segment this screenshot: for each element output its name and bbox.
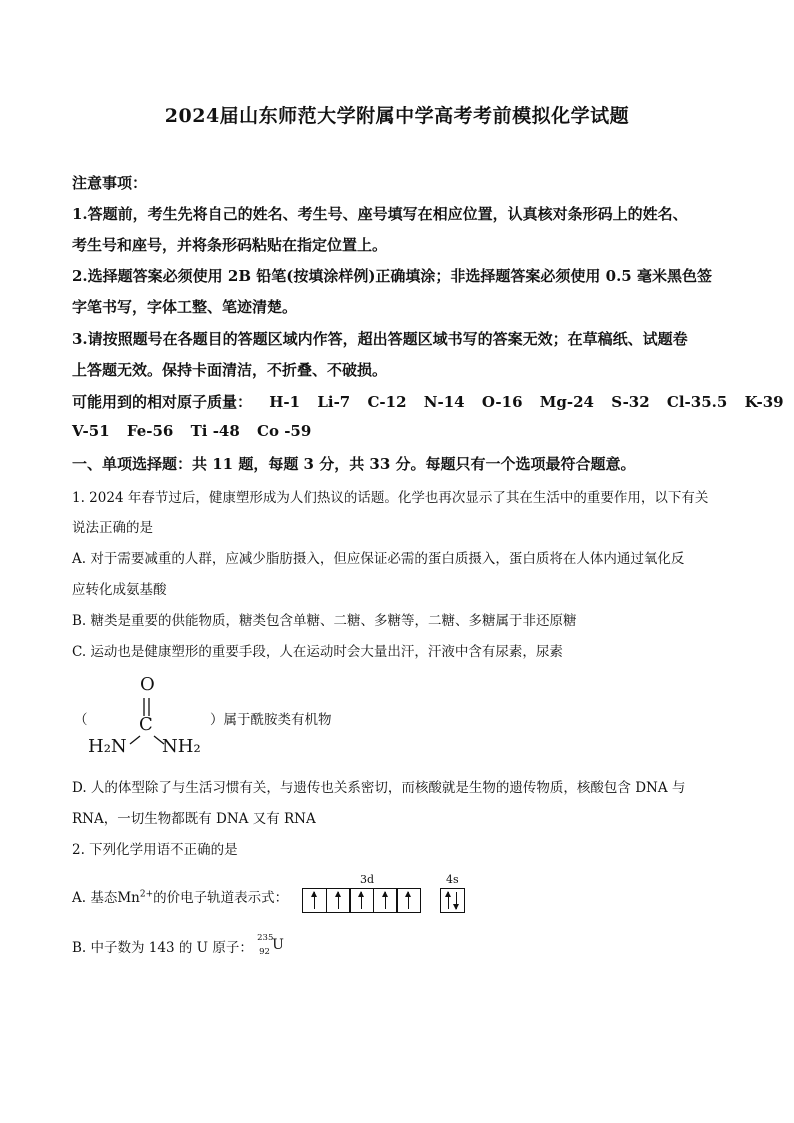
spin-up-arrow-icon <box>361 892 362 909</box>
orbital-box <box>302 888 327 913</box>
q1-stem-line2: 说法正确的是 <box>72 520 153 536</box>
nuclide-atomic-number: 92 <box>259 947 270 957</box>
notice-item2-line2: 字笔书写，字体工整、笔迹清楚。 <box>72 298 298 316</box>
urea-carbon: C <box>139 714 153 735</box>
orbital-box <box>440 888 465 913</box>
atomic-mass-label: 可能用到的相对原子质量： <box>72 393 253 411</box>
spin-up-arrow-icon <box>408 892 409 909</box>
q1-option-c-open-paren: （ <box>74 712 88 728</box>
q1-option-d-line2: RNA，一切生物都既有 DNA 又有 RNA <box>72 811 316 827</box>
spin-up-arrow-icon <box>338 892 339 909</box>
mass-item: C-12 <box>367 393 407 411</box>
mass-item: Fe-56 <box>126 422 174 440</box>
q2-option-b <box>72 933 284 957</box>
page-title: 2024届山东师范大学附属中学高考考前模拟化学试题 <box>164 105 630 127</box>
urea-right-amine: NH₂ <box>162 736 201 757</box>
urea-structure <box>88 674 213 764</box>
q1-option-c-close: ）属于酰胺类有机物 <box>210 712 332 728</box>
mn-symbol: Mn <box>117 890 140 906</box>
nuclide-symbol: U <box>272 937 284 953</box>
mass-item: K-39 <box>744 393 784 411</box>
orbital-box <box>326 888 351 913</box>
spin-up-arrow-icon <box>448 892 449 909</box>
mass-item: O-16 <box>481 393 523 411</box>
orbital-box <box>396 888 421 913</box>
notice-item1-line2: 考生号和座号，并将条形码粘贴在指定位置上。 <box>72 236 388 254</box>
notice-item3-line2: 上答题无效。保持卡面清洁，不折叠、不破损。 <box>72 361 388 379</box>
section-heading: 一、单项选择题：共 11 题，每题 3 分，共 33 分。每题只有一个选项最符合题意。 <box>72 455 636 473</box>
q1-option-b: B. 糖类是重要的供能物质，糖类包含单糖、二糖、多糖等，二糖、多糖属于非还原糖 <box>72 613 577 629</box>
notice-item1-line1: 1.答题前，考生先将自己的姓名、考生号、座号填写在相应位置，认真核对条形码上的姓名、 <box>72 205 688 223</box>
orbital-3d-boxes <box>302 888 421 913</box>
q1-option-d-line1: D. 人的体型除了与生活习惯有关，与遗传也关系密切，而核酸就是生物的遗传物质，核酸包含 DNA 与 <box>72 780 686 796</box>
mass-item: N-14 <box>423 393 465 411</box>
q2-option-b-prefix: B. 中子数为 143 的 U 原子： <box>72 940 253 956</box>
mass-item: Li-7 <box>317 393 351 411</box>
orbital-box <box>349 888 374 913</box>
mn-charge: 2+ <box>139 889 154 900</box>
orbital-3d-label: 3d <box>360 873 375 886</box>
nuclide-mass-number: 235 <box>257 933 274 943</box>
mass-item: S-32 <box>611 393 650 411</box>
q1-option-c-line1: C. 运动也是健康塑形的重要手段，人在运动时会大量出汗，汗液中含有尿素，尿素 <box>72 644 563 660</box>
atomic-mass-row1 <box>72 391 794 412</box>
orbital-box <box>373 888 398 913</box>
urea-oxygen: O <box>140 674 155 695</box>
orbital-4s-boxes <box>440 888 465 913</box>
mass-item: V-51 <box>72 422 110 440</box>
q1-option-a-line2: 应转化成氨基酸 <box>72 582 167 598</box>
mass-item: Ti -48 <box>190 422 240 440</box>
q2-stem: 2. 下列化学用语不正确的是 <box>72 842 238 858</box>
q2-option-a-prefix: A. 基态 <box>72 890 118 906</box>
spin-up-arrow-icon <box>385 892 386 909</box>
orbital-4s-label: 4s <box>446 873 459 886</box>
notice-heading: 注意事项： <box>72 174 148 192</box>
spin-down-arrow-icon <box>456 892 457 909</box>
notice-item3-line1: 3.请按照题号在各题目的答题区域内作答，超出答题区域书写的答案无效；在草稿纸、试题卷 <box>72 330 688 348</box>
mass-item: Co -59 <box>257 422 312 440</box>
mass-item: Cl-35.5 <box>666 393 728 411</box>
urea-left-amine: H₂N <box>88 736 127 757</box>
q1-stem-line1: 1. 2024 年春节过后，健康塑形成为人们热议的话题。化学也再次显示了其在生活中的重要作用，以下有关 <box>72 490 709 506</box>
q2-option-a-suffix: 的价电子轨道表示式： <box>153 890 289 906</box>
notice-item2-line1: 2.选择题答案必须使用 2B 铅笔(按填涂样例)正确填涂；非选择题答案必须使用 0.5 毫米黑色签 <box>72 267 712 285</box>
mass-item: H-1 <box>269 393 301 411</box>
spin-up-arrow-icon <box>314 892 315 909</box>
mass-item: Mg-24 <box>539 393 594 411</box>
q1-option-a-line1: A. 对于需要减重的人群，应减少脂肪摄入，但应保证必需的蛋白质摄入，蛋白质将在人体内通过氧化反 <box>72 551 685 567</box>
atomic-mass-row2 <box>72 422 323 440</box>
nuclide-notation <box>257 933 284 957</box>
q2-option-a <box>72 886 288 906</box>
